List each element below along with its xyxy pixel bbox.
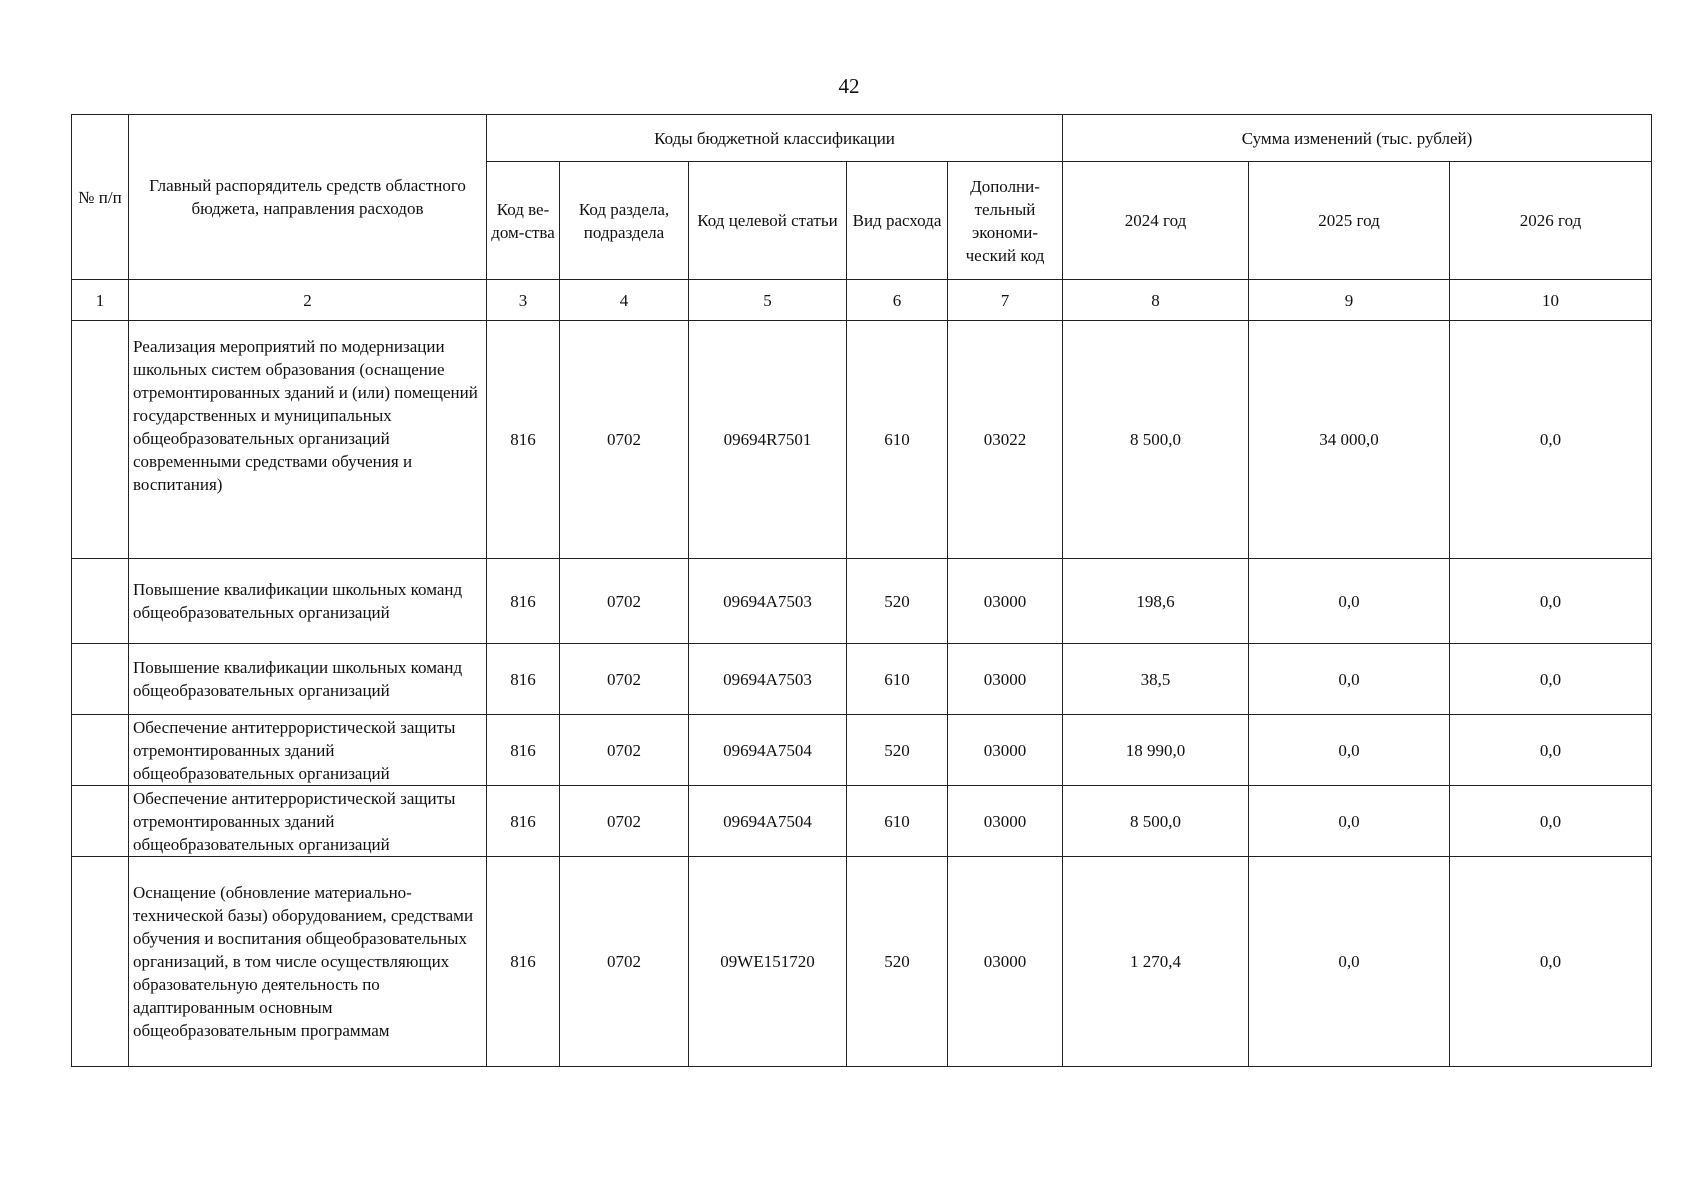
row-dop-kod: 03000: [948, 786, 1063, 857]
row-name: Повышение квалификации школьных команд общеобразовательных организаций: [129, 644, 487, 715]
header-2026: 2026 год: [1450, 162, 1652, 280]
row-code-razdela: 0702: [560, 857, 689, 1067]
row-sum-2024: 18 990,0: [1063, 715, 1249, 786]
row-code-statyi: 09694A7503: [689, 559, 847, 644]
row-name: Оснащение (обновление материально-технической базы) оборудованием, средствами обучения и воспитания общеобразовательных организаций, в том числе осуществляющих образовательную деятельность по адаптированным основным общеобразовательным программам: [129, 857, 487, 1067]
row-vid-rashoda: 520: [847, 559, 948, 644]
row-sum-2025: 0,0: [1249, 786, 1450, 857]
row-dop-kod: 03000: [948, 644, 1063, 715]
column-number: 1: [72, 280, 129, 321]
row-sum-2025: 0,0: [1249, 857, 1450, 1067]
row-code-statyi: 09694A7504: [689, 715, 847, 786]
column-number: 6: [847, 280, 948, 321]
row-code-vedomstva: 816: [487, 786, 560, 857]
row-code-statyi: 09WE151720: [689, 857, 847, 1067]
column-number: 10: [1450, 280, 1652, 321]
row-vid-rashoda: 610: [847, 644, 948, 715]
column-number: 3: [487, 280, 560, 321]
column-number: 7: [948, 280, 1063, 321]
row-vid-rashoda: 610: [847, 786, 948, 857]
row-dop-kod: 03022: [948, 321, 1063, 559]
row-name: Обеспечение антитеррористической защиты отремонтированных зданий общеобразовательных организаций: [129, 786, 487, 857]
row-sum-2024: 1 270,4: [1063, 857, 1249, 1067]
row-num: [72, 715, 129, 786]
row-code-statyi: 09694A7504: [689, 786, 847, 857]
row-sum-2026: 0,0: [1450, 559, 1652, 644]
row-num: [72, 786, 129, 857]
table-row: [72, 786, 1652, 857]
table-row: [72, 857, 1652, 1067]
budget-table: [71, 114, 1652, 1067]
row-num: [72, 857, 129, 1067]
row-num: [72, 559, 129, 644]
column-number: 4: [560, 280, 689, 321]
row-sum-2026: 0,0: [1450, 857, 1652, 1067]
row-vid-rashoda: 520: [847, 715, 948, 786]
column-number: 5: [689, 280, 847, 321]
row-sum-2025: 0,0: [1249, 559, 1450, 644]
header-sums-group: Сумма изменений (тыс. рублей): [1063, 115, 1652, 162]
row-sum-2026: 0,0: [1450, 644, 1652, 715]
row-code-razdela: 0702: [560, 321, 689, 559]
header-codes-group: Коды бюджетной классификации: [487, 115, 1063, 162]
row-code-vedomstva: 816: [487, 715, 560, 786]
row-code-razdela: 0702: [560, 644, 689, 715]
row-code-vedomstva: 816: [487, 321, 560, 559]
table-row: [72, 715, 1652, 786]
header-name: Главный распорядитель средств областного бюджета, направления расходов: [129, 115, 487, 280]
row-sum-2025: 34 000,0: [1249, 321, 1450, 559]
row-code-razdela: 0702: [560, 786, 689, 857]
header-2025: 2025 год: [1249, 162, 1450, 280]
row-code-statyi: 09694R7501: [689, 321, 847, 559]
header-code-razdela: Код раздела, подраздела: [560, 162, 689, 280]
row-code-razdela: 0702: [560, 715, 689, 786]
header-code-vedomstva: Код ве-дом-ства: [487, 162, 560, 280]
table-row: [72, 559, 1652, 644]
header-num: № п/п: [72, 115, 129, 280]
row-num: [72, 321, 129, 559]
row-code-vedomstva: 816: [487, 857, 560, 1067]
header-dop-kod: Дополни-тельный экономи-ческий код: [948, 162, 1063, 280]
row-code-statyi: 09694A7503: [689, 644, 847, 715]
row-vid-rashoda: 520: [847, 857, 948, 1067]
column-number: 2: [129, 280, 487, 321]
row-sum-2024: 8 500,0: [1063, 786, 1249, 857]
row-sum-2024: 8 500,0: [1063, 321, 1249, 559]
header-code-statyi: Код целевой статьи: [689, 162, 847, 280]
row-sum-2025: 0,0: [1249, 715, 1450, 786]
row-code-vedomstva: 816: [487, 644, 560, 715]
table-row: [72, 321, 1652, 559]
row-dop-kod: 03000: [948, 857, 1063, 1067]
row-code-razdela: 0702: [560, 559, 689, 644]
row-name: Повышение квалификации школьных команд общеобразовательных организаций: [129, 559, 487, 644]
table-row: [72, 644, 1652, 715]
header-vid-rashoda: Вид расхода: [847, 162, 948, 280]
row-sum-2024: 38,5: [1063, 644, 1249, 715]
row-sum-2024: 198,6: [1063, 559, 1249, 644]
row-dop-kod: 03000: [948, 559, 1063, 644]
column-number: 9: [1249, 280, 1450, 321]
row-sum-2026: 0,0: [1450, 786, 1652, 857]
column-number: 8: [1063, 280, 1249, 321]
row-name: Обеспечение антитеррористической защиты отремонтированных зданий общеобразовательных организаций: [129, 715, 487, 786]
row-code-vedomstva: 816: [487, 559, 560, 644]
row-sum-2026: 0,0: [1450, 321, 1652, 559]
row-sum-2025: 0,0: [1249, 644, 1450, 715]
column-number-row: [72, 280, 1652, 321]
row-vid-rashoda: 610: [847, 321, 948, 559]
page-number: 42: [838, 74, 860, 98]
header-2024: 2024 год: [1063, 162, 1249, 280]
row-num: [72, 644, 129, 715]
row-name: Реализация мероприятий по модернизации школьных систем образования (оснащение отремонтированных зданий и (или) помещений государственных и муниципальных общеобразовательных организаций современными средствами обучения и воспитания): [129, 321, 487, 559]
row-sum-2026: 0,0: [1450, 715, 1652, 786]
row-dop-kod: 03000: [948, 715, 1063, 786]
